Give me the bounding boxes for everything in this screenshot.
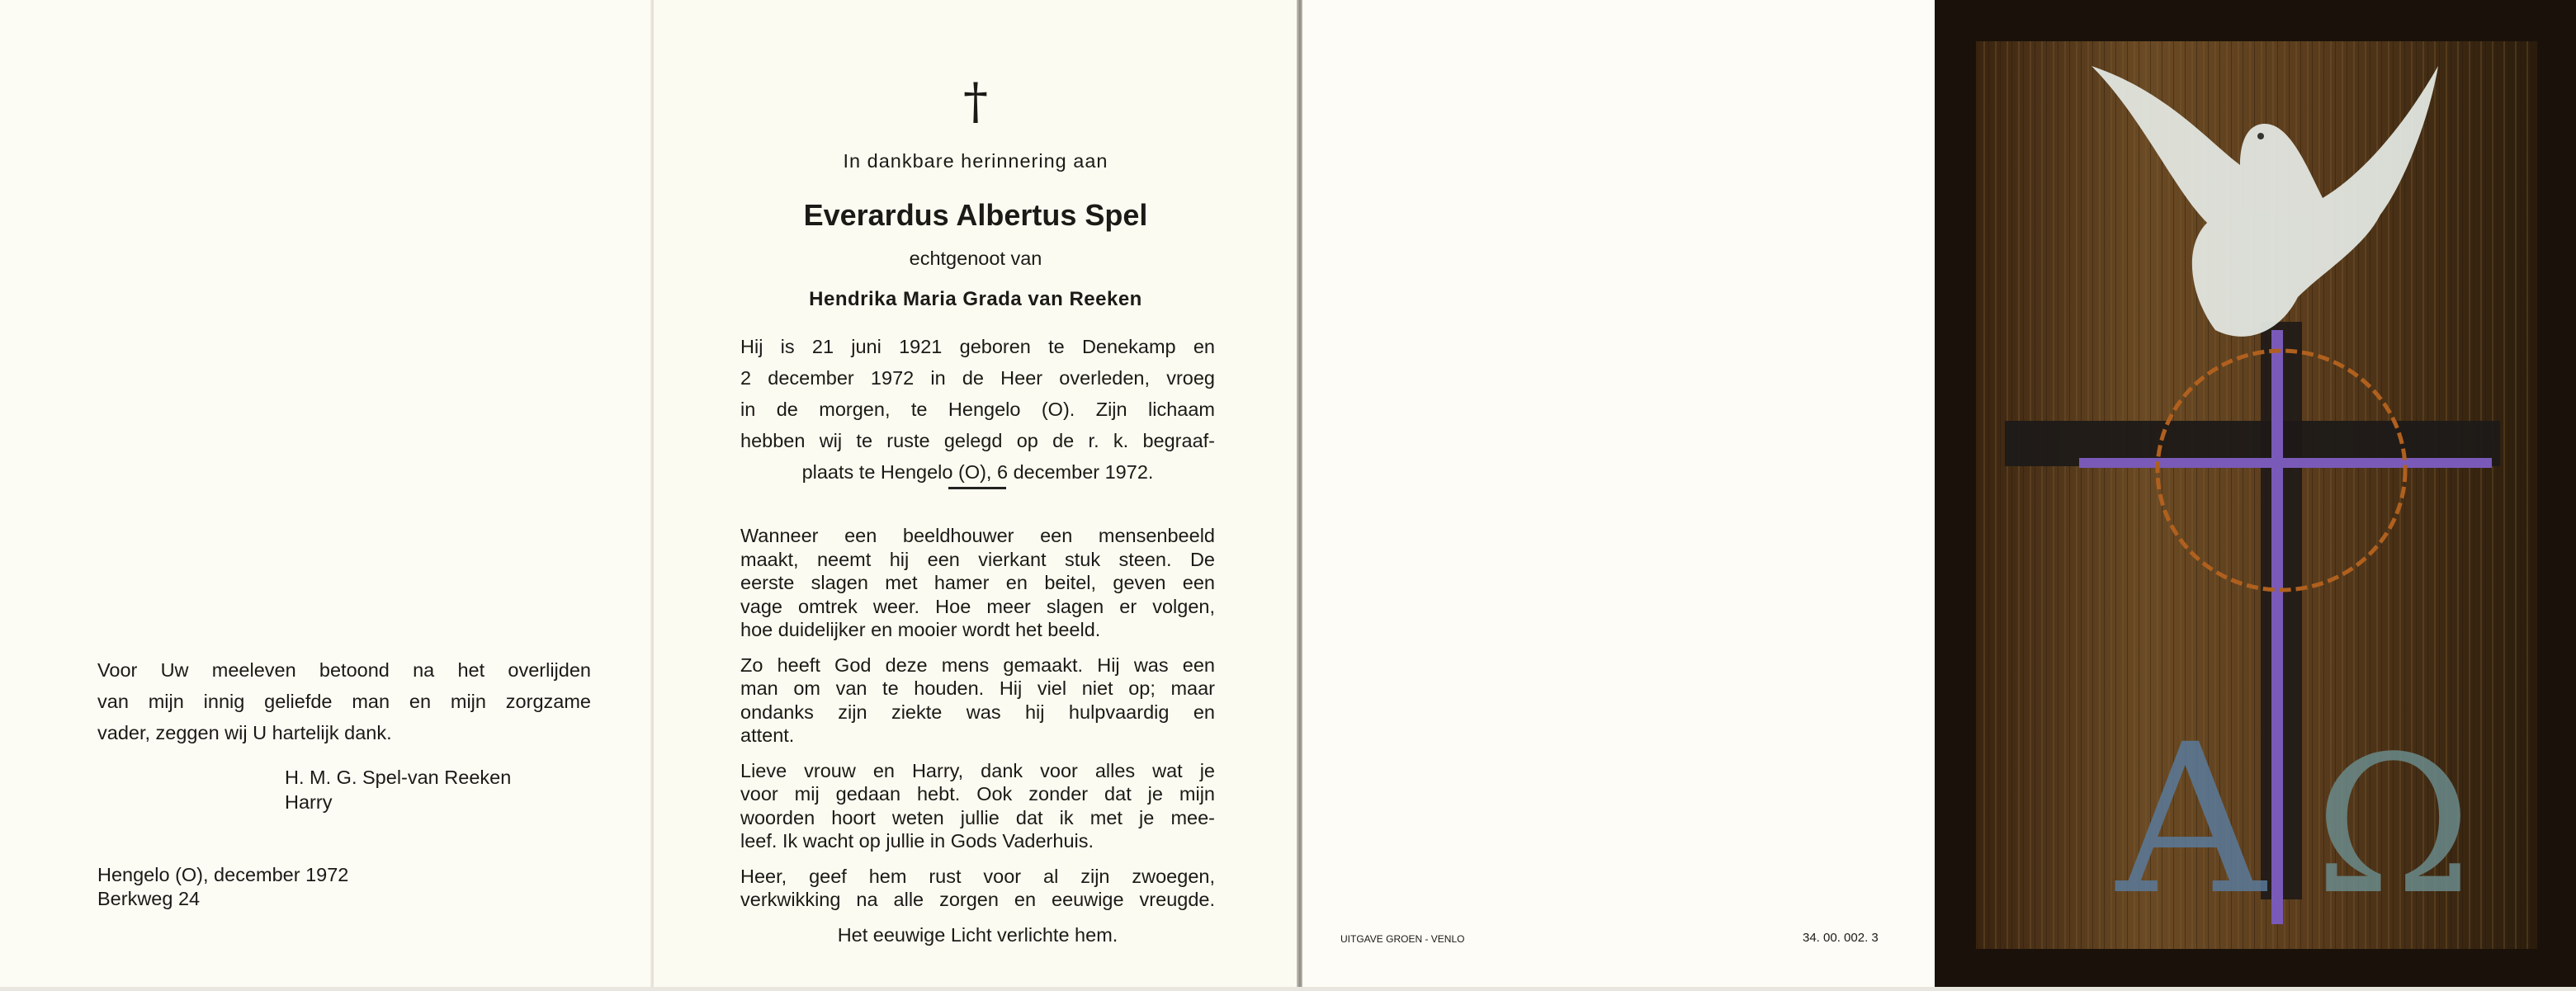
text-line: Heer, geef hem rust voor al zijn zwoegen, (740, 865, 1215, 887)
publisher-label: UITGAVE GROEN - VENLO (1340, 933, 1465, 945)
front-illustration (1935, 0, 2576, 987)
text-line: leef. Ik wacht op jullie in Gods Vaderhuis. (740, 830, 1094, 852)
inner-left-panel (0, 0, 652, 987)
alpha-letter: A (2116, 700, 2266, 940)
bio-line: in de morgen, te Hengelo (O). Zijn lichaam (740, 399, 1215, 420)
bio-line: Hij is 21 juni 1921 geboren te Denekamp en (740, 336, 1215, 357)
purple-cross-post (2271, 330, 2283, 924)
text-line: Zo heeft God deze mens gemaakt. Hij was een (740, 654, 1215, 676)
text-line: man om van te houden. Hij viel niet op; maar (740, 677, 1215, 699)
thanks-message (97, 654, 591, 748)
divider (948, 487, 1006, 489)
cross-icon: † (963, 73, 988, 130)
text-line: ondanks zijn ziekte was hij hulpvaardig en (740, 701, 1215, 723)
text-line: voor mij gedaan hebt. Ook zonder dat je mijn (740, 783, 1215, 805)
text-line: vage omtrek weer. Hoe meer slagen er volgen, (740, 595, 1215, 617)
text-line: Lieve vrouw en Harry, dank voor alles wat je (740, 759, 1215, 781)
place-address (97, 863, 348, 911)
bio-line: hebben wij te ruste gelegd op de r. k. begraaf- (740, 430, 1215, 451)
text-line: verkwikking na alle zorgen en eeuwige vreugde. (740, 889, 1215, 910)
thanks-line: Voor Uw meeleven betoond na het overlijden (97, 659, 591, 681)
spouse-name: Hendrika Maria Grada van Reeken (809, 288, 1142, 310)
signatures (285, 765, 511, 814)
text-line: attent. (740, 724, 795, 746)
inner-center-panel (654, 0, 1297, 987)
dove-cross-illustration (1935, 0, 2576, 987)
closing-line: Het eeuwige Licht verlichte hem. (837, 923, 1118, 946)
bio-line: 2 december 1972 in de Heer overleden, vroeg (740, 367, 1215, 389)
biography (740, 331, 1215, 488)
address: Berkweg 24 (97, 888, 201, 909)
intro-text: In dankbare herinnering aan (843, 150, 1108, 172)
relation-text: echtgenoot van (909, 248, 1042, 269)
signature-son: Harry (285, 791, 333, 813)
text-line: Wanneer een beeldhouwer een mensenbeeld (740, 525, 1215, 546)
purple-cross-beam (2079, 458, 2492, 468)
signature-widow: H. M. G. Spel-van Reeken (285, 767, 512, 788)
deceased-name: Everardus Albertus Spel (803, 198, 1148, 232)
text-line: eerste slagen met hamer en beitel, geven een (740, 572, 1215, 593)
thanks-line: vader, zeggen wij U hartelijk dank. (97, 722, 392, 743)
text-line: maakt, neemt hij een vierkant stuk steen. De (740, 548, 1215, 570)
text-line: woorden hoort weten jullie dat ik met je mee- (740, 806, 1215, 828)
bio-line: plaats te Hengelo (O), 6 december 1972. (801, 461, 1154, 483)
place-date: Hengelo (O), december 1972 (97, 864, 349, 885)
card-code: 34. 00. 002. 3 (1803, 931, 1879, 945)
omega-letter: Ω (2314, 716, 2472, 937)
back-panel (1302, 0, 1935, 987)
thanks-line: van mijn innig geliefde man en mijn zorgzame (97, 691, 591, 712)
meditation-text (740, 524, 1215, 946)
text-line: hoe duidelijker en mooier wordt het beeld. (740, 619, 1101, 640)
